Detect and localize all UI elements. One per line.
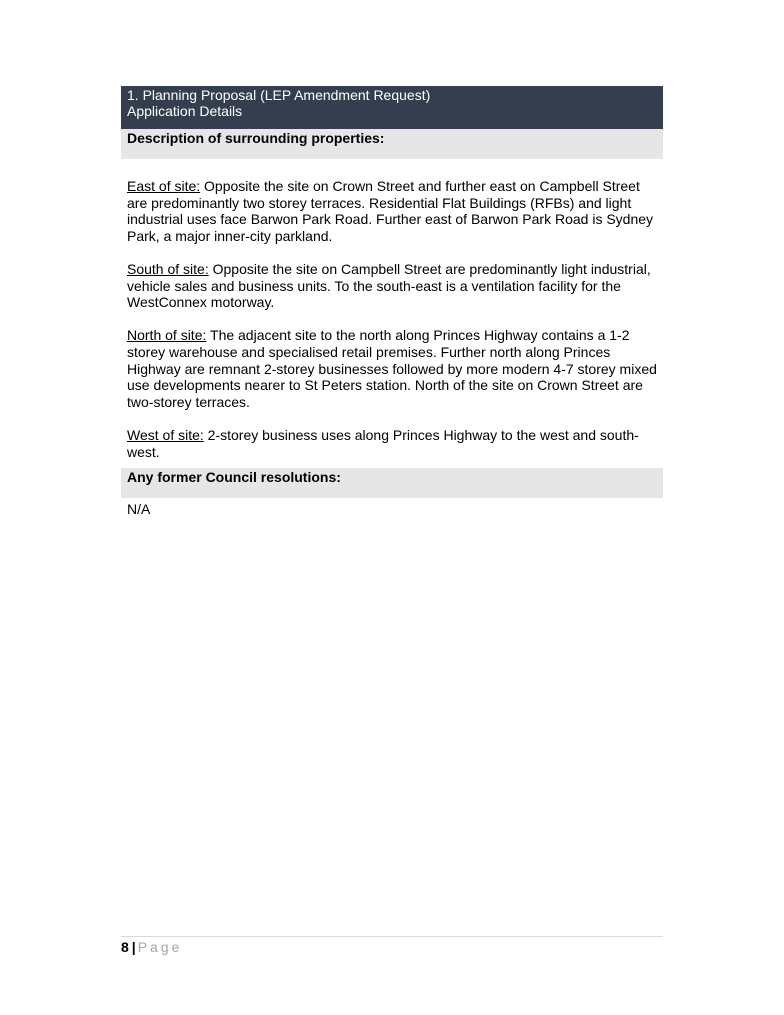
north-paragraph (127, 327, 657, 410)
surrounding-properties-label: Description of surrounding properties: (121, 129, 663, 159)
header-subtitle: Application Details (127, 103, 243, 119)
page-number: 8 (121, 939, 129, 955)
surrounding-properties-body (121, 159, 663, 460)
south-text: Opposite the site on Campbell Street are predominantly light industrial, vehicle sales and business units. To the south-east is a ventilation facility for the WestConnex motorway. (127, 260, 651, 311)
document-page (121, 86, 663, 518)
south-paragraph (127, 261, 657, 311)
footer-separator: | (131, 939, 136, 955)
page-footer (121, 936, 663, 955)
west-text: 2-storey business uses along Princes Highway to the west and south-west. (127, 426, 639, 460)
west-paragraph (127, 427, 657, 460)
council-resolutions-label: Any former Council resolutions: (121, 468, 663, 498)
page-word: Page (137, 939, 183, 955)
section-header (121, 86, 663, 129)
north-text: The adjacent site to the north along Princes Highway contains a 1-2 storey warehouse and specialised retail premises. Further north along Princes Highway are remnant 2-storey businesses followed by more modern 4-7 storey mixed use developments nearer to St Peters station. North of the site on Crown Street are two-storey terraces. (127, 327, 657, 410)
south-lead: South of site: (127, 260, 209, 277)
council-resolutions-value: N/A (127, 501, 151, 518)
header-title: 1. Planning Proposal (LEP Amendment Request) (127, 87, 431, 103)
east-text: Opposite the site on Crown Street and further east on Campbell Street are predominantly two storey terraces. Residential Flat Buildings (RFBs) and light industrial uses face Barwon Park Road. Further east of Barwon Park Road is Sydney Park, a major inner-city parkland. (127, 178, 654, 244)
east-lead: East of site: (127, 178, 201, 194)
east-paragraph (127, 178, 657, 244)
north-lead: North of site: (127, 327, 207, 344)
west-lead: West of site: (127, 426, 204, 443)
